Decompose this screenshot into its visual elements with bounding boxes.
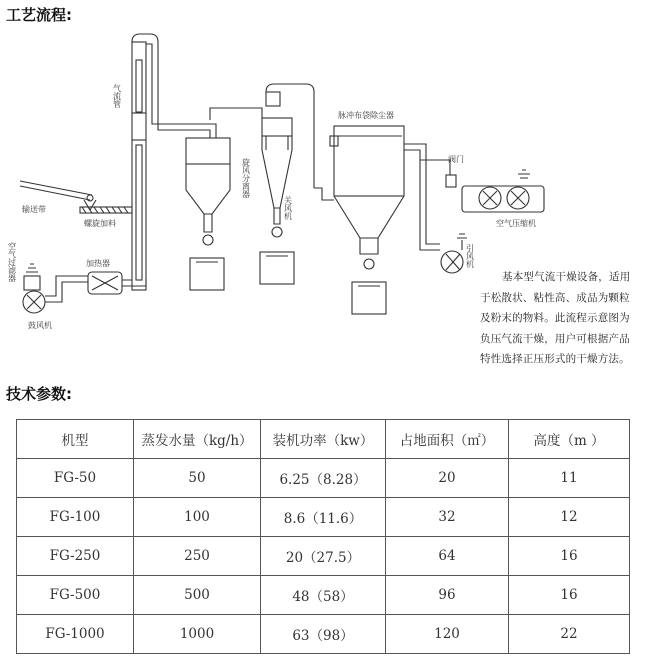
tech-params-heading: 技术参数: (6, 385, 72, 403)
header-evaporation: 蒸发水量（kg/h） (134, 420, 261, 459)
cell-height: 16 (509, 537, 630, 576)
cell-evaporation: 500 (134, 576, 261, 615)
cyclone-1 (186, 108, 262, 290)
header-height: 高度（m ） (509, 420, 630, 459)
description-line: 及粉末的物料。此流程示意图为 (480, 312, 630, 324)
cell-model: FG-1000 (17, 615, 134, 654)
cell-height: 16 (509, 576, 630, 615)
cell-area: 64 (386, 537, 509, 576)
process-description (480, 267, 640, 370)
cell-model: FG-50 (17, 459, 134, 498)
description-line: 于松散状、粘性高、成品为颗粒 (480, 291, 630, 304)
cell-model: FG-250 (17, 537, 134, 576)
rotary-valve-label: 关风机 (283, 196, 293, 220)
cell-evaporation: 250 (134, 537, 261, 576)
cell-power: 6.25（8.28） (261, 459, 386, 498)
cell-area: 120 (386, 615, 509, 654)
cell-area: 32 (386, 498, 509, 537)
cell-model: FG-100 (17, 498, 134, 537)
cell-model: FG-500 (17, 576, 134, 615)
cyclone-label: 旋风分离器 (241, 158, 251, 198)
table-row (17, 498, 630, 537)
header-power: 装机功率（kw） (261, 420, 386, 459)
description-line: 特性选择正压形式的干燥方法。 (480, 353, 630, 365)
conveyor-label: 输送带 (22, 205, 46, 214)
cell-height: 12 (509, 498, 630, 537)
cell-height: 22 (509, 615, 630, 654)
header-model: 机型 (17, 420, 134, 459)
air-filter-blower (23, 264, 88, 313)
air-filter-label: 空气过滤器 (7, 242, 17, 282)
table-row (17, 615, 630, 654)
cell-evaporation: 1000 (134, 615, 261, 654)
cell-height: 11 (509, 459, 630, 498)
cell-area: 96 (386, 576, 509, 615)
air-compressor (420, 160, 544, 212)
table-row (17, 537, 630, 576)
description-line: 负压气流干燥，用户可根据产品 (480, 332, 630, 345)
riser-pipe (132, 34, 200, 290)
heater-label: 加热器 (86, 259, 110, 268)
cell-power: 20（27.5） (261, 537, 386, 576)
screw-feeder (80, 207, 132, 213)
cell-power: 8.6（11.6） (261, 498, 386, 537)
bag-filter (314, 126, 404, 314)
table-row (17, 576, 630, 615)
exhaust-fan-label: 引风机 (465, 244, 475, 268)
compressor-label: 空气压缩机 (496, 219, 536, 228)
screw-feeder-label: 螺旋加料 (84, 219, 116, 228)
riser-pipe-label: 气流管 (112, 84, 122, 108)
table-header-row (17, 420, 630, 459)
blower-label: 鼓风机 (28, 321, 52, 330)
cell-evaporation: 100 (134, 498, 261, 537)
cell-power: 48（58） (261, 576, 386, 615)
cell-area: 20 (386, 459, 509, 498)
cyclone-2 (260, 84, 314, 284)
bag-filter-label: 脉冲布袋除尘器 (338, 111, 394, 120)
table-row (17, 459, 630, 498)
parameters-table (16, 419, 630, 654)
process-flow-heading: 工艺流程: (6, 6, 72, 24)
gate-valve-label: 阀门 (448, 155, 464, 164)
cell-evaporation: 50 (134, 459, 261, 498)
cell-power: 63（98） (261, 615, 386, 654)
header-area: 占地面积（㎡） (386, 420, 509, 459)
description-line: 基本型气流干燥设备，适用 (502, 271, 631, 283)
